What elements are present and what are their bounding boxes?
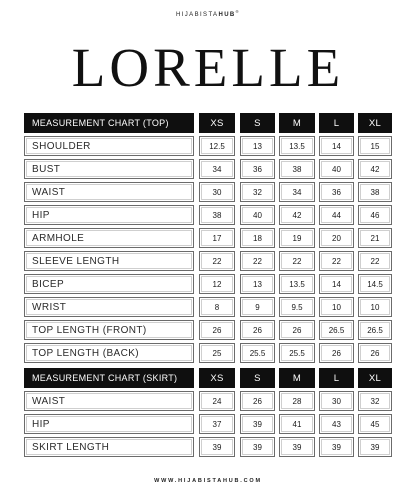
- size-header-cell: XL: [358, 113, 392, 133]
- measurement-label: WAIST: [24, 182, 194, 202]
- measurement-value-cell: 22: [358, 251, 392, 271]
- measurement-value-cell: 12: [199, 274, 235, 294]
- measurement-value-cell: 13.5: [279, 136, 315, 156]
- measurement-value-cell: 12.5: [199, 136, 235, 156]
- measurement-value-cell: 18: [240, 228, 275, 248]
- measurement-value-cell: 41: [279, 414, 315, 434]
- size-header-cell: S: [240, 113, 275, 133]
- measurement-value-cell: 32: [240, 182, 275, 202]
- table-header-row: [24, 113, 392, 133]
- measurement-value-cell: 28: [279, 391, 315, 411]
- measurement-value-cell: 8: [199, 297, 235, 317]
- measurement-value-cell: 38: [199, 205, 235, 225]
- size-header-cell: XS: [199, 113, 235, 133]
- measurement-value-cell: 39: [240, 437, 275, 457]
- measurement-value-cell: 26: [358, 343, 392, 363]
- table-row: [24, 205, 392, 225]
- measurement-value-cell: 22: [319, 251, 354, 271]
- measurement-label: SKIRT LENGTH: [24, 437, 194, 457]
- measurement-value-cell: 13.5: [279, 274, 315, 294]
- table-header-label: MEASUREMENT CHART (TOP): [24, 113, 194, 133]
- measurement-value-cell: 25.5: [240, 343, 275, 363]
- measurement-value-cell: 39: [319, 437, 354, 457]
- size-header-cell: M: [279, 113, 315, 133]
- table-row: [24, 320, 392, 340]
- size-header-cell: M: [279, 368, 315, 388]
- product-title: LORELLE: [71, 37, 345, 98]
- table-row: [24, 437, 392, 457]
- measurement-label: HIP: [24, 414, 194, 434]
- measurement-value-cell: 38: [358, 182, 392, 202]
- measurement-value-cell: 21: [358, 228, 392, 248]
- measurement-value-cell: 45: [358, 414, 392, 434]
- measurement-value-cell: 44: [319, 205, 354, 225]
- measurement-label: TOP LENGTH (BACK): [24, 343, 194, 363]
- measurement-value-cell: 36: [319, 182, 354, 202]
- size-header-cell: L: [319, 368, 354, 388]
- size-header-cell: S: [240, 368, 275, 388]
- top-measurement-table: [24, 113, 392, 366]
- measurement-value-cell: 40: [319, 159, 354, 179]
- measurement-value-cell: 10: [319, 297, 354, 317]
- measurement-value-cell: 39: [279, 437, 315, 457]
- measurement-value-cell: 37: [199, 414, 235, 434]
- table-row: [24, 159, 392, 179]
- measurement-value-cell: 13: [240, 136, 275, 156]
- table-row: [24, 391, 392, 411]
- measurement-label: HIP: [24, 205, 194, 225]
- measurement-value-cell: 25.5: [279, 343, 315, 363]
- measurement-value-cell: 30: [319, 391, 354, 411]
- size-header-cell: XS: [199, 368, 235, 388]
- website-url: WWW.HIJABISTAHUB.COM: [154, 478, 262, 484]
- measurement-label: WAIST: [24, 391, 194, 411]
- measurement-value-cell: 24: [199, 391, 235, 411]
- measurement-value-cell: 10: [358, 297, 392, 317]
- measurement-value-cell: 14: [319, 136, 354, 156]
- measurement-value-cell: 9: [240, 297, 275, 317]
- brand-suffix: HUB: [218, 12, 236, 18]
- table-row: [24, 182, 392, 202]
- measurement-value-cell: 40: [240, 205, 275, 225]
- measurement-value-cell: 19: [279, 228, 315, 248]
- measurement-value-cell: 26: [240, 391, 275, 411]
- table-row: [24, 343, 392, 363]
- measurement-value-cell: 26: [199, 320, 235, 340]
- table-row: [24, 414, 392, 434]
- measurement-value-cell: 26.5: [358, 320, 392, 340]
- measurement-value-cell: 22: [199, 251, 235, 271]
- size-header-cell: XL: [358, 368, 392, 388]
- measurement-value-cell: 26: [240, 320, 275, 340]
- measurement-value-cell: 39: [199, 437, 235, 457]
- measurement-value-cell: 26.5: [319, 320, 354, 340]
- table-row: [24, 274, 392, 294]
- measurement-value-cell: 42: [279, 205, 315, 225]
- measurement-value-cell: 43: [319, 414, 354, 434]
- measurement-value-cell: 26: [319, 343, 354, 363]
- measurement-value-cell: 34: [199, 159, 235, 179]
- measurement-label: BICEP: [24, 274, 194, 294]
- measurement-value-cell: 9.5: [279, 297, 315, 317]
- measurement-label: WRIST: [24, 297, 194, 317]
- skirt-measurement-table: [24, 368, 392, 460]
- measurement-label: BUST: [24, 159, 194, 179]
- measurement-label: TOP LENGTH (FRONT): [24, 320, 194, 340]
- measurement-value-cell: 30: [199, 182, 235, 202]
- brand-logo: [0, 9, 416, 18]
- table-row: [24, 228, 392, 248]
- measurement-value-cell: 25: [199, 343, 235, 363]
- measurement-value-cell: 14: [319, 274, 354, 294]
- table-row: [24, 136, 392, 156]
- measurement-value-cell: 39: [358, 437, 392, 457]
- measurement-value-cell: 39: [240, 414, 275, 434]
- measurement-value-cell: 38: [279, 159, 315, 179]
- measurement-value-cell: 34: [279, 182, 315, 202]
- brand-prefix: HIJABISTA: [175, 12, 219, 18]
- measurement-label: SLEEVE LENGTH: [24, 251, 194, 271]
- measurement-value-cell: 46: [358, 205, 392, 225]
- size-header-cell: L: [319, 113, 354, 133]
- measurement-label: SHOULDER: [24, 136, 194, 156]
- measurement-value-cell: 22: [279, 251, 315, 271]
- measurement-label: ARMHOLE: [24, 228, 194, 248]
- measurement-value-cell: 36: [240, 159, 275, 179]
- table-row: [24, 297, 392, 317]
- measurement-value-cell: 17: [199, 228, 235, 248]
- measurement-value-cell: 15: [358, 136, 392, 156]
- table-row: [24, 251, 392, 271]
- measurement-value-cell: 14.5: [358, 274, 392, 294]
- measurement-value-cell: 13: [240, 274, 275, 294]
- measurement-value-cell: 42: [358, 159, 392, 179]
- measurement-value-cell: 22: [240, 251, 275, 271]
- measurement-value-cell: 32: [358, 391, 392, 411]
- table-header-label: MEASUREMENT CHART (SKIRT): [24, 368, 194, 388]
- measurement-value-cell: 20: [319, 228, 354, 248]
- measurement-value-cell: 26: [279, 320, 315, 340]
- table-header-row: [24, 368, 392, 388]
- brand-registered-mark: ®: [235, 9, 241, 14]
